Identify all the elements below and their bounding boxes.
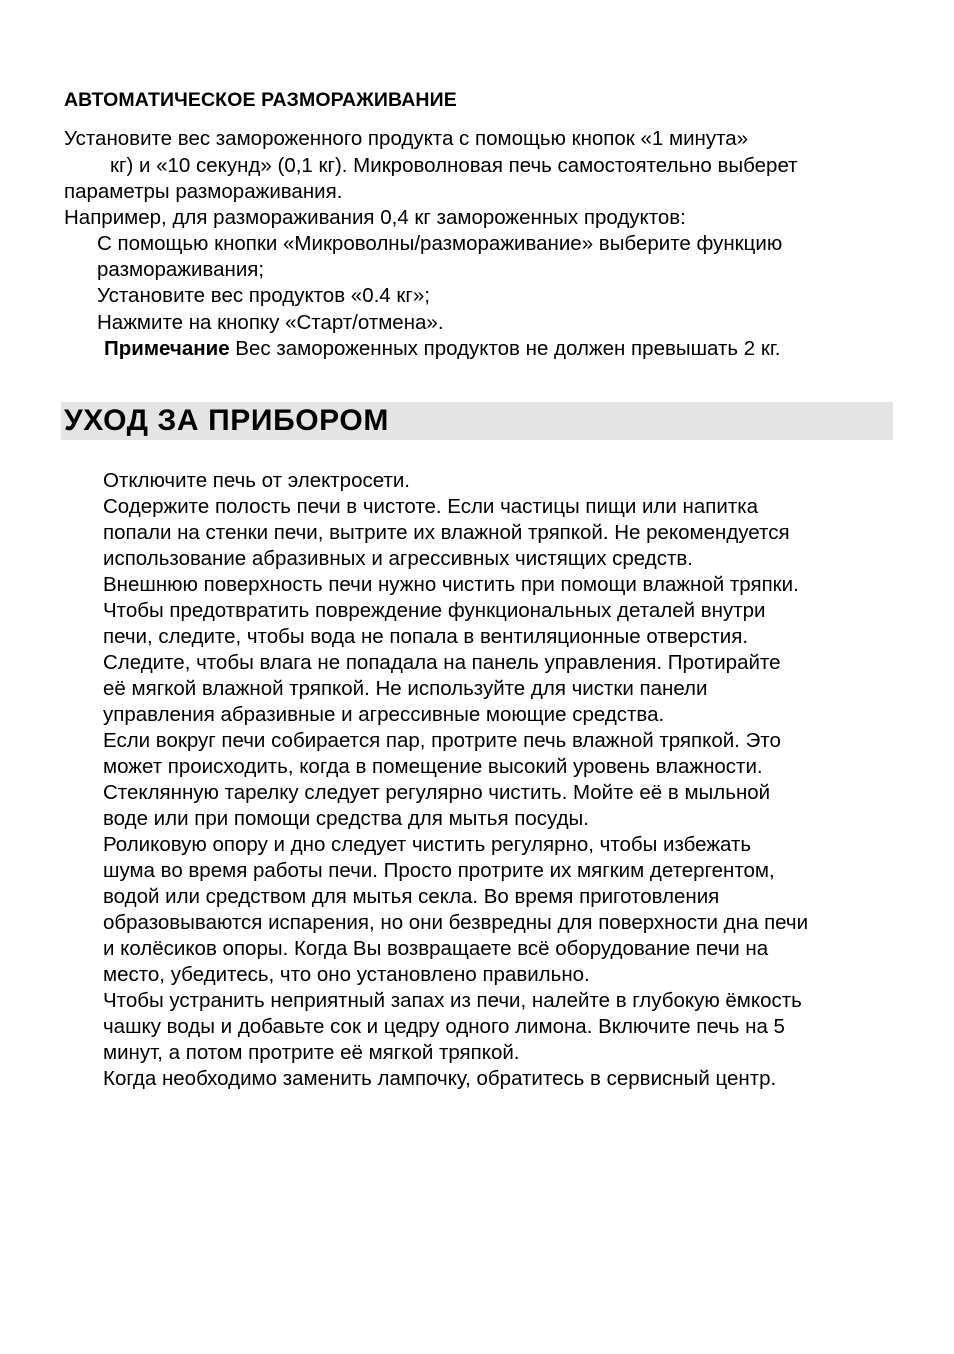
care-line: чашку воды и добавьте сок и цедру одного лимона. Включите печь на 5 — [103, 1015, 785, 1038]
care-line: Чтобы устранить неприятный запах из печи, налейте в глубокую ёмкость — [103, 989, 802, 1012]
care-line: шума во время работы печи. Просто протрите их мягким детергентом, — [103, 859, 775, 882]
defrost-line-3: параметры размораживания. — [64, 180, 343, 203]
note-label: Примечание — [104, 337, 230, 360]
care-line: печи, следите, чтобы вода не попала в вентиляционные отверстия. — [103, 625, 749, 648]
care-line: минут, а потом протрите её мягкой тряпкой. — [103, 1041, 520, 1064]
defrost-heading: АВТОМАТИЧЕСКОЕ РАЗМОРАЖИВАНИЕ — [64, 89, 457, 111]
defrost-line-4: Например, для размораживания 0,4 кг замороженных продуктов: — [64, 206, 686, 229]
care-line: Когда необходимо заменить лампочку, обратитесь в сервисный центр. — [103, 1067, 777, 1090]
care-line: Роликовую опору и дно следует чистить регулярно, чтобы избежать — [103, 833, 752, 856]
defrost-line-1: Установите вес замороженного продукта с помощью кнопок «1 минута» — [64, 127, 749, 150]
care-line: и колёсиков опоры. Когда Вы возвращаете всё оборудование печи на — [103, 937, 769, 960]
care-line: Чтобы предотвратить повреждение функциональных деталей внутри — [103, 599, 766, 622]
care-paragraph — [103, 468, 808, 1092]
care-line: Следите, чтобы влага не попадала на панель управления. Протирайте — [103, 651, 781, 674]
care-line: образовываются испарения, но они безвредны для поверхности дна печи — [103, 911, 809, 934]
care-line: её мягкой влажной тряпкой. Не используйте для чистки панели — [103, 677, 708, 700]
care-line: попали на стенки печи, вытрите их влажной тряпкой. Не рекомендуется — [103, 521, 790, 544]
defrost-line-7: Установите вес продуктов «0.4 кг»; — [97, 284, 430, 307]
care-line: Внешнюю поверхность печи нужно чистить при помощи влажной тряпки. — [103, 573, 799, 596]
care-line: использование абразивных и агрессивных чистящих средств. — [103, 547, 693, 570]
defrost-line-6: размораживания; — [97, 258, 265, 281]
defrost-note — [104, 337, 781, 361]
care-line: управления абразивные и агрессивные моющие средства. — [103, 703, 665, 726]
defrost-line-5: С помощью кнопки «Микроволны/размораживание» выберите функцию — [97, 232, 783, 255]
care-line: Если вокруг печи собирается пар, протрите печь влажной тряпкой. Это — [103, 729, 781, 752]
care-line: Отключите печь от электросети. — [103, 469, 410, 492]
care-line: воде или при помощи средства для мытья посуды. — [103, 807, 589, 830]
care-line: место, убедитесь, что оно установлено правильно. — [103, 963, 590, 986]
defrost-line-8: Нажмите на кнопку «Старт/отмена». — [97, 311, 444, 334]
care-line: Стеклянную тарелку следует регулярно чистить. Мойте её в мыльной — [103, 781, 771, 804]
care-line: может происходить, когда в помещение высокий уровень влажности. — [103, 755, 763, 778]
defrost-line-2: кг) и «10 секунд» (0,1 кг). Микроволновая печь самостоятельно выберет — [110, 154, 798, 177]
note-text: Вес замороженных продуктов не должен превышать 2 кг. — [229, 337, 781, 360]
care-line: водой или средством для мытья секла. Во время приготовления — [103, 885, 720, 908]
care-line: Содержите полость печи в чистоте. Если частицы пищи или напитка — [103, 495, 759, 518]
section-title: УХОД ЗА ПРИБОРОМ — [64, 404, 389, 437]
